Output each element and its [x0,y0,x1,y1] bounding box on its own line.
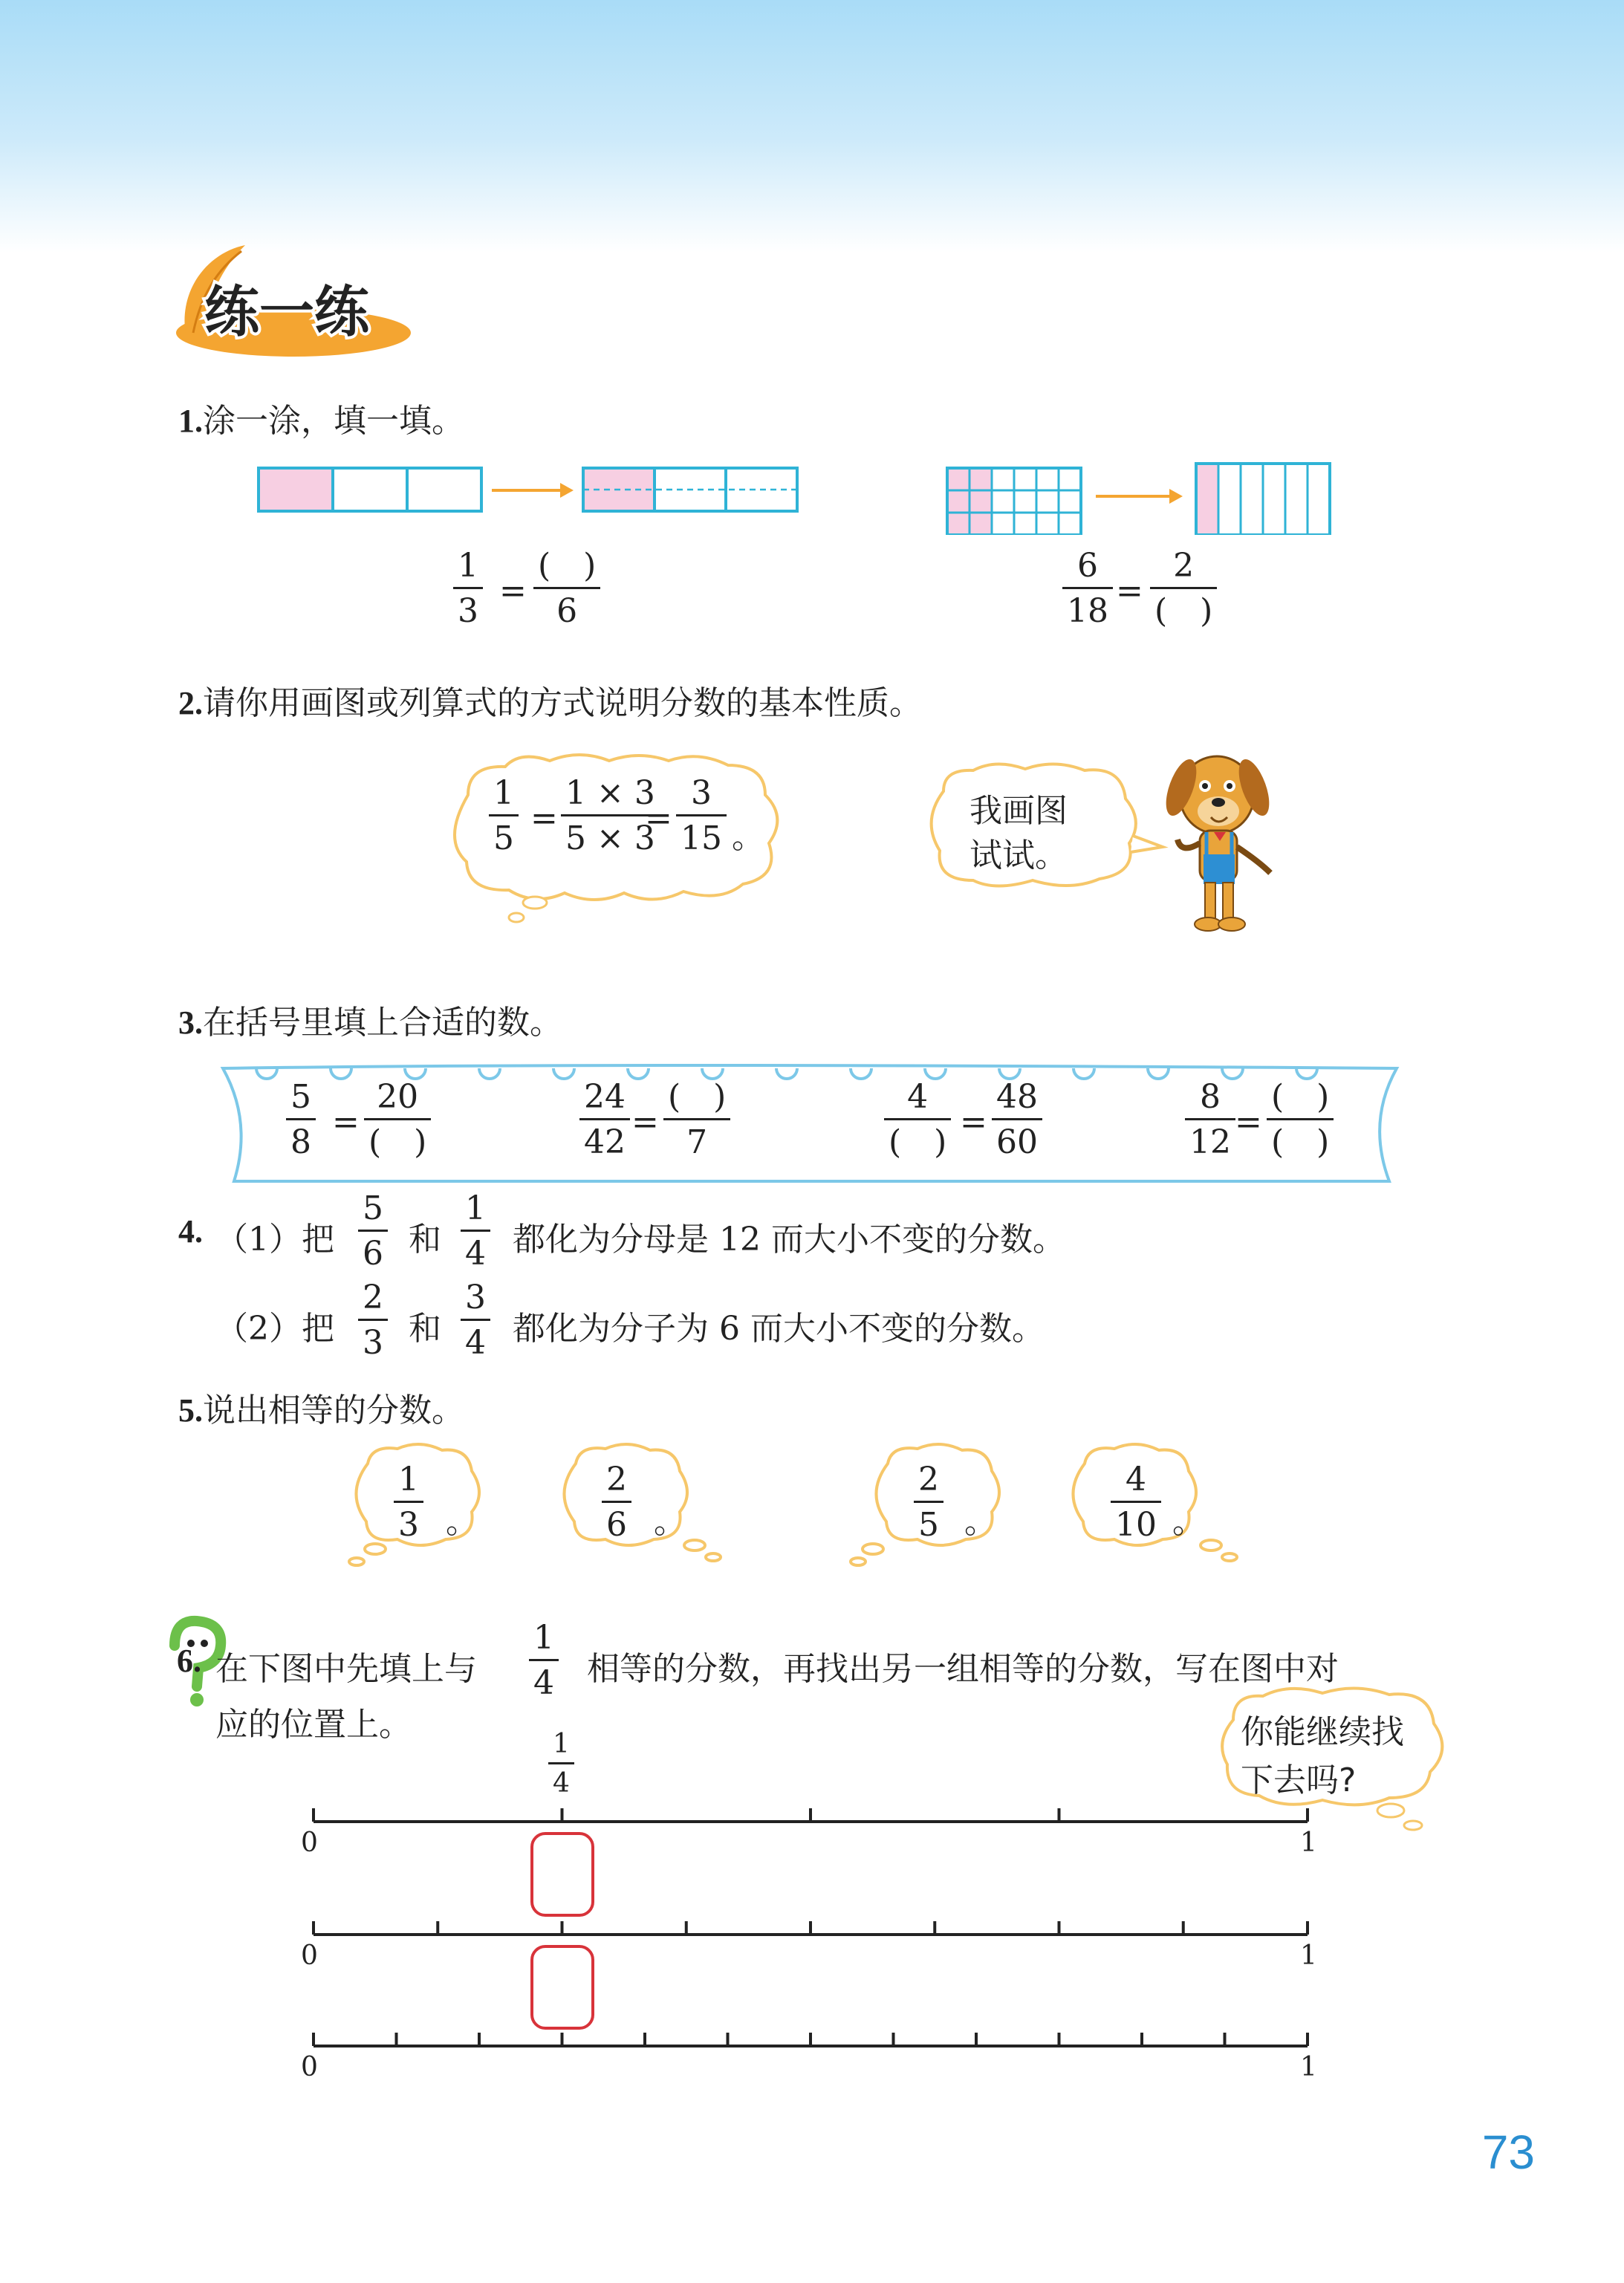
page-number: 73 [1481,2126,1535,2179]
q4-part2-label: （2）把 [215,1310,334,1348]
fraction: 2 3 [358,1282,388,1360]
fraction: 6 18 [1062,550,1113,628]
and-text: 和 [409,1221,441,1259]
q1-prompt [178,394,464,441]
equals-sign: = [1235,1103,1262,1141]
q4-number: 4. [178,1213,203,1250]
q4-part1-label: （1）把 [215,1221,334,1259]
arrow-icon [492,483,574,498]
q3-prompt: 3.在括号里填上合适的数。 [178,1004,562,1042]
q5-prompt: 5.说出相等的分数。 [178,1391,464,1429]
fraction-answer[interactable]: 2 ( ) [1150,550,1217,628]
fraction: 1 3 [453,550,483,628]
fraction: 2 5 [914,1464,943,1542]
fraction: 1 3 [394,1464,423,1542]
equals-sign: = [1116,572,1143,610]
fraction: 3 4 [461,1282,490,1360]
equals-sign: = [631,1103,659,1141]
q1-strip-sixths [583,468,797,511]
equals-sign: = [530,799,558,837]
dog-speech-line2: 试试。 [969,837,1068,874]
equals-sign: = [645,799,672,837]
bubble-text-line2: 下去吗? [1241,1761,1357,1799]
number-lines [0,1798,1624,2095]
cartoon-dog-icon [1159,743,1285,940]
q1-diagrams [253,461,1367,535]
number-line-one: 1 [1300,1941,1317,1971]
number-line-zero: 0 [301,2052,318,2082]
equals-sign: = [332,1103,360,1141]
fraction: 1 × 3 5 × 3 [561,777,660,855]
number-line-label: 1 4 [548,1731,574,1797]
fraction: 1 5 [489,777,519,855]
number-line-one: 1 [1300,1828,1317,1858]
arrow-icon [1096,489,1183,504]
top-band [0,0,1624,253]
q6-text-a: 在下图中先填上与 [215,1650,477,1688]
answer-box[interactable] [532,1834,593,1915]
heading-title: 练一练 [204,280,369,344]
fraction: 24 42 [579,1081,630,1159]
period: 。 [654,1503,686,1541]
fraction: 8 12 [1185,1081,1235,1159]
q1-grid-18 [947,468,1081,535]
q2-prompt: 2.请你用画图或列算式的方式说明分数的基本性质。 [178,684,922,722]
number-line-one: 1 [1300,2052,1317,2082]
q4-part2-text: 都化为分子为 6 而大小不变的分数。 [513,1310,1045,1348]
period: 。 [732,818,764,856]
q4-part1-text: 都化为分母是 12 而大小不变的分数。 [513,1221,1065,1259]
q6-text-b: 相等的分数，再找出另一组相等的分数，写在图中对 [587,1650,1339,1688]
fraction: 48 60 [992,1081,1042,1159]
q1-strip-six-columns [1196,464,1330,535]
answer-box[interactable] [532,1946,593,2028]
and-text: 和 [409,1310,441,1348]
fraction: 3 15 [676,777,727,855]
q1-strip-thirds [259,468,481,511]
equals-sign: = [960,1103,987,1141]
fraction: 1 4 [529,1622,559,1700]
fraction: 5 8 [286,1081,316,1159]
fraction-answer[interactable]: ( ) ( ) [1267,1081,1334,1159]
fraction: 2 6 [602,1464,631,1542]
fraction: 4 10 [1111,1464,1161,1542]
fraction: 1 4 [461,1192,490,1270]
q1-text: 涂一涂，填一填。 [203,402,464,440]
number-line-zero: 0 [301,1941,318,1971]
period: 。 [964,1503,997,1541]
section-heading-badge [163,238,431,364]
number-line-zero: 0 [301,1828,318,1858]
q1-number: 1. [178,403,203,439]
period: 。 [446,1503,478,1541]
bubble-text-line1: 你能继续找 [1241,1713,1404,1751]
equals-sign: = [499,572,527,610]
q6-number: 6. [177,1643,201,1679]
dog-speech-line1: 我画图 [969,792,1068,830]
fraction-answer[interactable]: 4 ( ) [884,1081,951,1159]
q6-text-c: 应的位置上。 [215,1706,412,1744]
fraction-answer[interactable]: 20 ( ) [364,1081,431,1159]
fraction-answer[interactable]: ( ) 7 [663,1081,730,1159]
fraction: 5 6 [358,1192,388,1270]
period: 。 [1172,1503,1205,1541]
fraction-answer[interactable]: ( ) 6 [533,550,600,628]
